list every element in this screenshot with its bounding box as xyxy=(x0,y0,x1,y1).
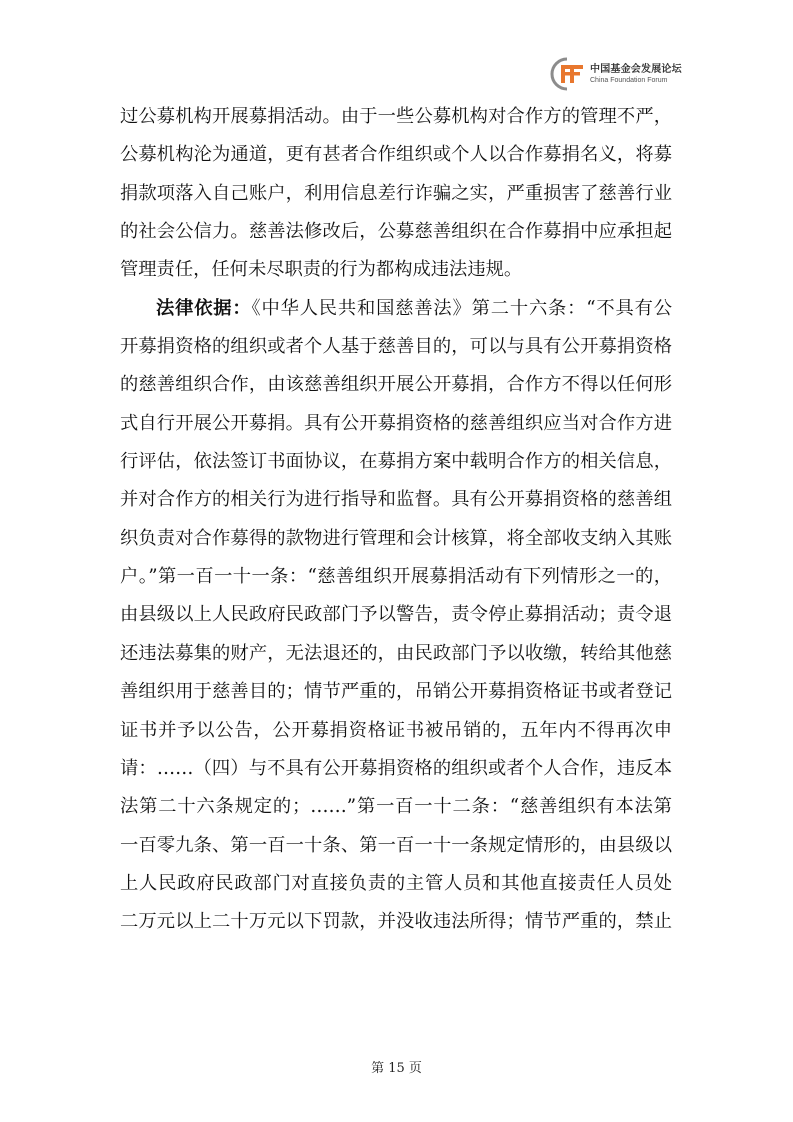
text-line: 上人民政府民政部门对直接负责的主管人员和其他直接责任人员处 xyxy=(120,872,672,894)
text-line: 《中华人民共和国慈善法》第二十六条：“不具有公 xyxy=(251,297,673,319)
text-line: 过公募机构开展募捐活动。由于一些公募机构对合作方的管理不严， xyxy=(120,106,672,127)
text-line: 的社会公信力。慈善法修改后，公募慈善组织在合作募捐中应承担起 xyxy=(120,221,672,243)
legal-basis-label: 法律依据： xyxy=(156,297,252,319)
text-line: 一百零九条、第一百一十条、第一百一十一条规定情形的，由县级以 xyxy=(120,834,672,856)
text-line: 开募捐资格的组织或者个人基于慈善目的，可以与具有公开募捐资格 xyxy=(120,336,672,358)
text-line: 公募机构沦为通道，更有甚者合作组织或个人以合作募捐名义，将募 xyxy=(120,144,672,166)
text-line: 善组织用于慈善目的；情节严重的，吊销公开募捐资格证书或者登记 xyxy=(120,681,672,703)
text-line: 管理责任，任何未尽职责的行为都构成违法违规。 xyxy=(120,259,523,281)
text-line: 织负责对合作募得的款物进行管理和会计核算，将全部收支纳入其账 xyxy=(120,527,672,549)
logo xyxy=(548,56,682,92)
text-line: 请：……（四）与不具有公开募捐资格的组织或者个人合作，违反本 xyxy=(120,757,672,779)
text-line: 并对合作方的相关行为进行指导和监督。具有公开募捐资格的慈善组 xyxy=(120,489,672,511)
text-line: 户。”第一百一十一条：“慈善组织开展募捐活动有下列情形之一的， xyxy=(120,566,672,588)
text-line: 证书并予以公告，公开募捐资格证书被吊销的，五年内不得再次申 xyxy=(120,719,672,741)
text-line: 行评估，依法签订书面协议，在募捐方案中载明合作方的相关信息， xyxy=(120,451,672,473)
text-line: 二万元以上二十万元以下罚款，并没收违法所得；情节严重的，禁止 xyxy=(120,911,672,933)
text-line: 由县级以上人民政府民政部门予以警告，责令停止募捐活动；责令退 xyxy=(120,604,672,626)
document-body xyxy=(120,98,672,942)
text-line: 法第二十六条规定的；……”第一百一十二条：“慈善组织有本法第 xyxy=(120,796,672,818)
logo-text xyxy=(590,65,682,84)
legal-basis-line xyxy=(120,290,672,328)
logo-text-en: China Foundation Forum xyxy=(590,76,668,84)
text-line: 式自行开展公开募捐。具有公开募捐资格的慈善组织应当对合作方进 xyxy=(120,412,672,434)
logo-ff-icon xyxy=(548,56,586,92)
text-line: 的慈善组织合作，由该慈善组织开展公开募捐，合作方不得以任何形 xyxy=(120,374,672,396)
text-line: 还违法募集的财产，无法退还的，由民政部门予以收缴，转给其他慈 xyxy=(120,642,672,664)
page-number: 第 15 页 xyxy=(371,1061,422,1076)
logo-text-cn: 中国基金会发展论坛 xyxy=(590,63,682,75)
text-line: 捐款项落入自己账户，利用信息差行诈骗之实，严重损害了慈善行业 xyxy=(120,182,672,204)
